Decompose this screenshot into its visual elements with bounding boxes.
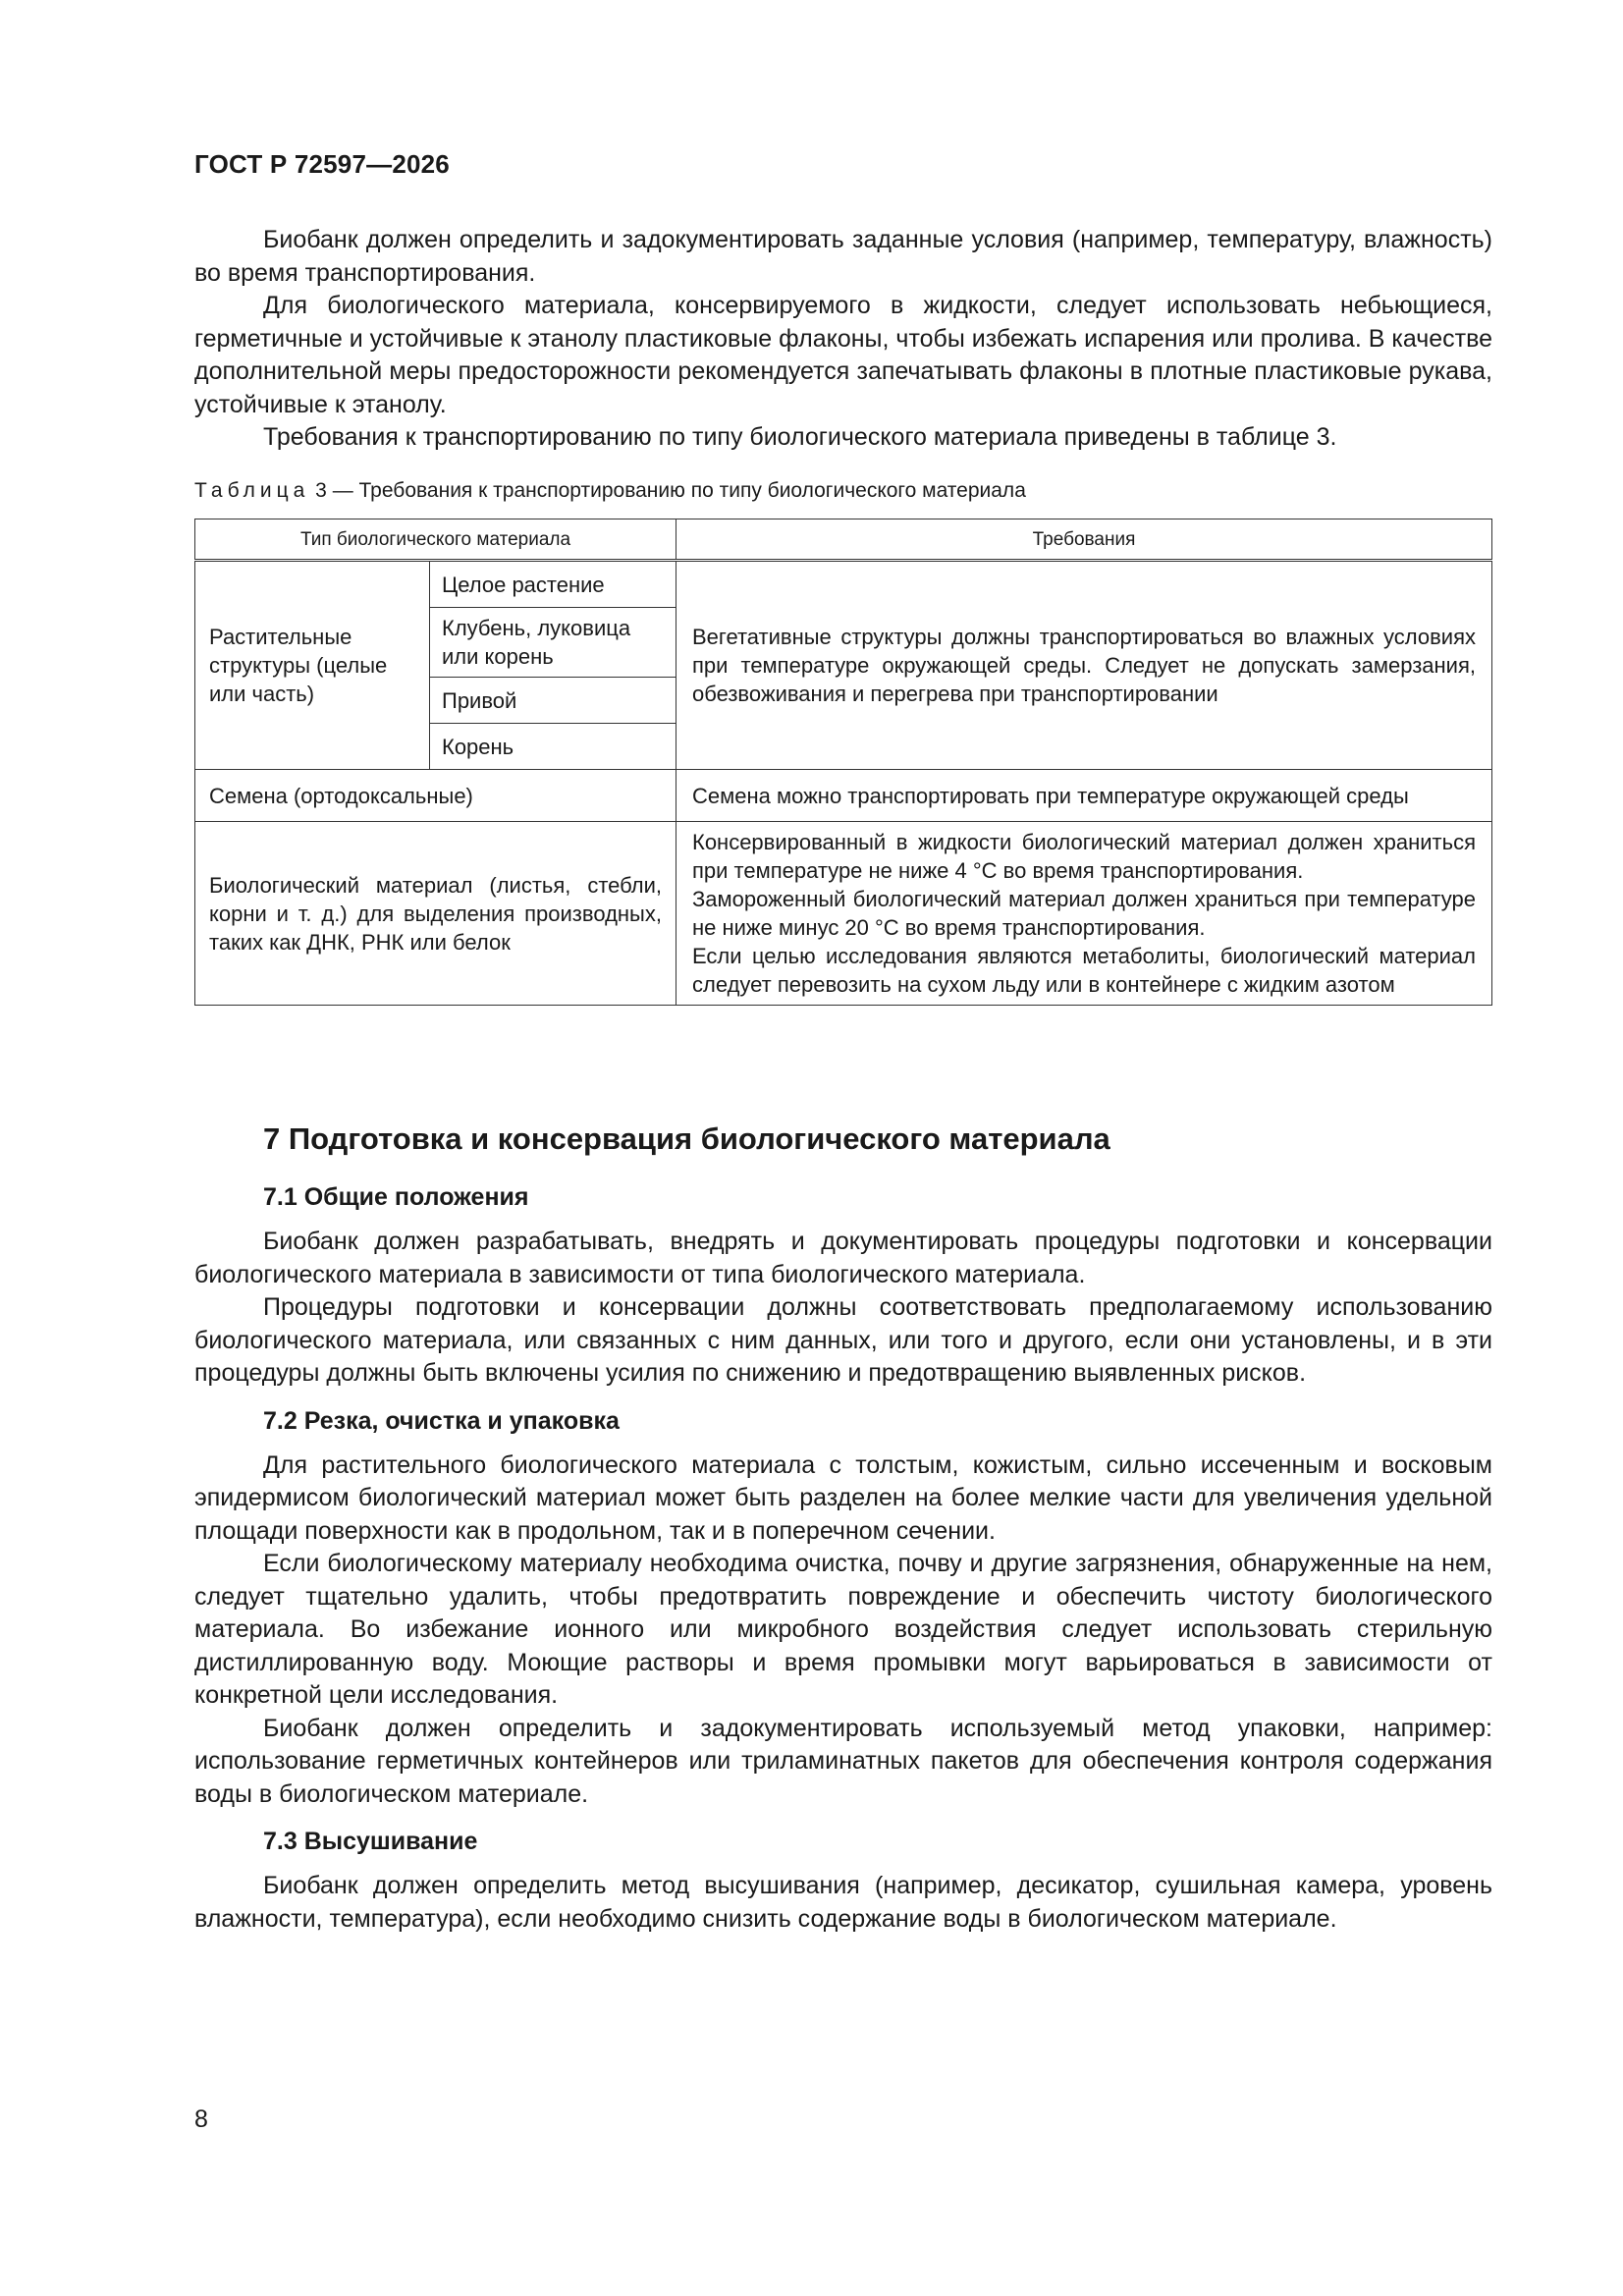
table-cell-subtype: Корень [430, 724, 676, 770]
document-code-header: ГОСТ Р 72597—2026 [194, 149, 450, 179]
subsection-title: 7.2 Резка, очистка и упаковка [263, 1406, 620, 1435]
table-caption [194, 479, 1026, 503]
table-cell-bio-type: Биологический материал (листья, стебли, корни и т. д.) для выделения производных, таких как ДНК, РНК или белок [195, 822, 676, 1006]
paragraph: Если биологическому материалу необходима очистка, почву и другие загрязнения, обнаруженные на нем, следует тщательно удалить, чтобы предотвратить повреждение и обеспечить чистоту биологического материала. Во избежание ионного или микробного воздействия следует использовать стерильную дистиллированную воду. Моющие растворы и время промывки могут варьироваться в зависимости от конкретной цели исследования. [194, 1550, 1492, 1709]
paragraph: Биобанк должен определить и задокументировать используемый метод упаковки, например: использование герметичных контейнеров или триламинатных пакетов для обеспечения контроля содержания воды в биологическом материале. [194, 1714, 1492, 1808]
document-page [194, 0, 1492, 2296]
table-cell-subtype: Клубень, луковица или корень [430, 608, 676, 678]
column-header-requirements: Требования [676, 519, 1492, 561]
paragraph: Требования к транспортированию по типу биологического материала приведены в таблице 3. [263, 423, 1337, 451]
table-cell-seeds-requirements: Семена можно транспортировать при температуре окружающей среды [676, 770, 1492, 822]
table-row [195, 822, 1492, 1006]
requirements-table [194, 519, 1492, 1006]
table-cell-plant-requirements: Вегетативные структуры должны транспортироваться во влажных условиях при температуре окружающей среды. Следует не допускать замерзания, обезвоживания и перегрева при транспортировании [676, 561, 1492, 770]
subsection-title: 7.1 Общие положения [263, 1183, 529, 1211]
paragraph: Биобанк должен разрабатывать, внедрять и документировать процедуры подготовки и консервации биологического материала в зависимости от типа биологического материала. [194, 1228, 1492, 1288]
paragraph: Биобанк должен определить метод высушивания (например, десикатор, сушильная камера, уровень влажности, температура), если необходимо снизить содержание воды в биологическом материале. [194, 1872, 1492, 1933]
requirement-line: Консервированный в жидкости биологический материал должен храниться при температуре не ниже 4 °С во время транспортирования. [692, 830, 1476, 883]
table-caption-word: Таблица [194, 479, 310, 502]
table-cell-plant-group: Растительные структуры (целые или часть) [195, 561, 430, 770]
subsection-title: 7.3 Высушивание [263, 1828, 478, 1855]
section-7 [194, 1120, 1492, 1936]
table-row [195, 770, 1492, 822]
paragraph: Для биологического материала, консервируемого в жидкости, следует использовать небьющиеся, герметичные и устойчивые к этанолу пластиковые флаконы, чтобы избежать испарения или пролива. В качестве дополнительной меры предосторожности рекомендуется запечатывать флаконы в плотные пластиковые рукава, устойчивые к этанолу. [194, 292, 1492, 418]
table-cell-subtype: Целое растение [430, 561, 676, 608]
paragraph: Биобанк должен определить и задокументировать заданные условия (например, температуру, влажность) во время транспортирования. [194, 226, 1492, 287]
paragraph: Процедуры подготовки и консервации должны соответствовать предполагаемому использованию биологического материала, или связанных с ним данных, или того и другого, если они установлены, и в эти процедуры должны быть включены усилия по снижению и предотвращению выявленных рисков. [194, 1293, 1492, 1387]
table-cell-bio-requirements [676, 822, 1492, 1006]
paragraph: Для растительного биологического материала с толстым, кожистым, сильно иссеченным и восковым эпидермисом биологический материал может быть разделен на более мелкие части для увеличения удельной площади поверхности как в продольном, так и в поперечном сечении. [194, 1450, 1492, 1545]
section-title: 7 Подготовка и консервация биологического материала [263, 1121, 1110, 1156]
table-header-row [195, 519, 1492, 561]
intro-block [194, 224, 1492, 455]
requirement-line: Если целью исследования являются метаболиты, биологический материал следует перевозить на сухом льду или в контейнере с жидким азотом [692, 944, 1476, 997]
table-cell-seeds-type: Семена (ортодоксальные) [195, 770, 676, 822]
table-cell-subtype: Привой [430, 678, 676, 724]
requirement-line: Замороженный биологический материал должен храниться при температуре не ниже минус 20 °С во время транспортирования. [692, 887, 1476, 940]
table-caption-text: 3 — Требования к транспортированию по типу биологического материала [309, 479, 1026, 502]
table-row [195, 561, 1492, 608]
column-header-type: Тип биологического материала [195, 519, 676, 561]
page-number: 8 [194, 2105, 208, 2133]
